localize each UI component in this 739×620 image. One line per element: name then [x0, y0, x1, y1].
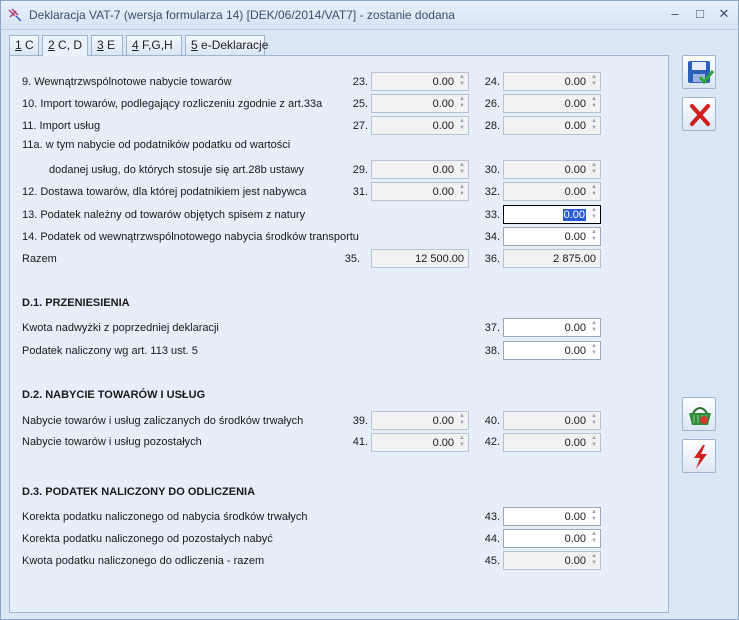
spinner-icon[interactable]: ▲ ▼ [591, 118, 597, 131]
field-24-number: 24. [484, 76, 500, 88]
field-23-number: 23. [352, 76, 368, 88]
field-45-number: 45. [484, 555, 500, 567]
row-43-label: Korekta podatku naliczonego od nabycia środków trwałych [22, 511, 308, 523]
spinner-icon[interactable]: ▲ ▼ [591, 229, 597, 242]
spinner-icon[interactable]: ▲ ▼ [591, 435, 597, 448]
field-37[interactable]: 0.00 ▲ ▼ [503, 318, 601, 337]
field-38[interactable]: 0.00 ▲ ▼ [503, 341, 601, 360]
field-33-number: 33. [484, 209, 500, 221]
tab-c-d[interactable]: 2 C, D [42, 35, 88, 56]
field-45[interactable]: 0.00 ▲ ▼ [503, 551, 601, 570]
spinner-icon[interactable]: ▲ ▼ [591, 553, 597, 566]
basket-icon [686, 401, 714, 429]
lightning-button[interactable] [682, 439, 716, 473]
field-32[interactable]: 0.00 ▲ ▼ [503, 182, 601, 201]
row-37-label: Kwota nadwyżki z poprzedniej deklaracji [22, 322, 219, 334]
field-42-number: 42. [484, 436, 500, 448]
minimize-icon[interactable]: – [671, 6, 679, 21]
title-bar [1, 1, 738, 30]
row-9-label: 9. Wewnątrzwspólnotowe nabycie towarów [22, 76, 232, 88]
field-31[interactable]: 0.00 ▲ ▼ [371, 182, 469, 201]
window-title: Deklaracja VAT-7 (wersja formularza 14) [DEK/06/2014/VAT7] - zostanie dodana [29, 8, 455, 22]
app-icon [7, 7, 23, 23]
field-40-number: 40. [484, 415, 500, 427]
row-39-label: Nabycie towarów i usług zaliczanych do środków trwałych [22, 415, 304, 427]
spinner-icon[interactable]: ▲ ▼ [591, 207, 597, 220]
row-44-label: Korekta podatku naliczonego od pozostałych nabyć [22, 533, 273, 545]
field-44[interactable]: 0.00 ▲ ▼ [503, 529, 601, 548]
lightning-icon [686, 443, 714, 471]
spinner-icon[interactable]: ▲ ▼ [591, 184, 597, 197]
section-d2-title: D.2. NABYCIE TOWARÓW I USŁUG [22, 389, 206, 401]
row-45-label: Kwota podatku naliczonego do odliczenia - razem [22, 555, 265, 567]
tab-e-deklaracje[interactable]: 5 e-Deklaracje [185, 35, 265, 55]
field-42[interactable]: 0.00 ▲ ▼ [503, 433, 601, 452]
spinner-icon[interactable]: ▲ ▼ [459, 162, 465, 175]
field-28-number: 28. [484, 120, 500, 132]
row-41-label: Nabycie towarów i usług pozostałych [22, 436, 202, 448]
spinner-icon[interactable]: ▲ ▼ [591, 343, 597, 356]
tab-f-g-h[interactable]: 4 F,G,H [126, 35, 182, 55]
row-12-label: 12. Dostawa towarów, dla której podatnikiem jest nabywca [22, 186, 307, 198]
field-30-number: 30. [484, 164, 500, 176]
tab-c[interactable]: 1 C [9, 35, 39, 55]
field-27[interactable]: 0.00 ▲ ▼ [371, 116, 469, 135]
field-39[interactable]: 0.00 ▲ ▼ [371, 411, 469, 430]
field-41-number: 41. [352, 436, 368, 448]
field-31-number: 31. [352, 186, 368, 198]
cancel-icon [686, 101, 714, 129]
row-14-label: 14. Podatek od wewnątrzwspólnotowego nabycia środków transportu [22, 231, 359, 243]
row-11a-label-line1: 11a. w tym nabycie od podatników podatku od wartości [22, 139, 291, 151]
field-36: 2 875.00 [503, 249, 601, 268]
field-25[interactable]: 0.00 ▲ ▼ [371, 94, 469, 113]
row-10-label: 10. Import towarów, podlegający rozliczeniu zgodnie z art.33a [22, 98, 323, 110]
cancel-button[interactable] [682, 97, 716, 131]
field-28[interactable]: 0.00 ▲ ▼ [503, 116, 601, 135]
field-39-number: 39. [352, 415, 368, 427]
field-33[interactable]: 0.00 ▲ ▼ [503, 205, 601, 224]
field-43[interactable]: 0.00 ▲ ▼ [503, 507, 601, 526]
field-32-number: 32. [484, 186, 500, 198]
maximize-icon[interactable]: □ [696, 6, 704, 21]
row-13-label: 13. Podatek należny od towarów objętych spisem z natury [22, 209, 306, 221]
spinner-icon[interactable]: ▲ ▼ [591, 509, 597, 522]
spinner-icon[interactable]: ▲ ▼ [459, 413, 465, 426]
section-d1-title: D.1. PRZENIESIENIA [22, 297, 130, 309]
close-icon[interactable]: ✕ [718, 6, 730, 21]
spinner-icon[interactable]: ▲ ▼ [591, 531, 597, 544]
field-35-number: 35. [344, 253, 360, 265]
field-23[interactable]: 0.00 ▲ ▼ [371, 72, 469, 91]
save-button[interactable] [682, 55, 716, 89]
field-41[interactable]: 0.00 ▲ ▼ [371, 433, 469, 452]
field-34-number: 34. [484, 231, 500, 243]
field-30[interactable]: 0.00 ▲ ▼ [503, 160, 601, 179]
spinner-icon[interactable]: ▲ ▼ [459, 184, 465, 197]
field-35: 12 500.00 [371, 249, 469, 268]
field-29-number: 29. [352, 164, 368, 176]
razem-label: Razem [22, 253, 57, 265]
field-26[interactable]: 0.00 ▲ ▼ [503, 94, 601, 113]
field-24[interactable]: 0.00 ▲ ▼ [503, 72, 601, 91]
field-36-number: 36. [484, 253, 500, 265]
field-27-number: 27. [352, 120, 368, 132]
field-38-number: 38. [484, 345, 500, 357]
section-d3-title: D.3. PODATEK NALICZONY DO ODLICZENIA [22, 486, 256, 498]
field-43-number: 43. [484, 511, 500, 523]
form-panel [9, 55, 669, 613]
field-37-number: 37. [484, 322, 500, 334]
spinner-icon[interactable]: ▲ ▼ [459, 118, 465, 131]
save-icon [686, 59, 714, 87]
field-44-number: 44. [484, 533, 500, 545]
spinner-icon[interactable]: ▲ ▼ [459, 74, 465, 87]
spinner-icon[interactable]: ▲ ▼ [591, 320, 597, 333]
field-29[interactable]: 0.00 ▲ ▼ [371, 160, 469, 179]
spinner-icon[interactable]: ▲ ▼ [459, 435, 465, 448]
tab-e[interactable]: 3 E [91, 35, 123, 55]
spinner-icon[interactable]: ▲ ▼ [591, 74, 597, 87]
row-11a-label-line2: dodanej usług, do których stosuje się art.28b ustawy [49, 164, 304, 176]
field-40[interactable]: 0.00 ▲ ▼ [503, 411, 601, 430]
basket-button[interactable] [682, 397, 716, 431]
spinner-icon[interactable]: ▲ ▼ [591, 162, 597, 175]
field-25-number: 25. [352, 98, 368, 110]
spinner-icon[interactable]: ▲ ▼ [591, 96, 597, 109]
spinner-icon[interactable]: ▲ ▼ [459, 96, 465, 109]
field-26-number: 26. [484, 98, 500, 110]
row-11-label: 11. Import usług [22, 120, 101, 132]
field-34[interactable]: 0.00 ▲ ▼ [503, 227, 601, 246]
row-38-label: Podatek naliczony wg art. 113 ust. 5 [22, 345, 198, 357]
spinner-icon[interactable]: ▲ ▼ [591, 413, 597, 426]
